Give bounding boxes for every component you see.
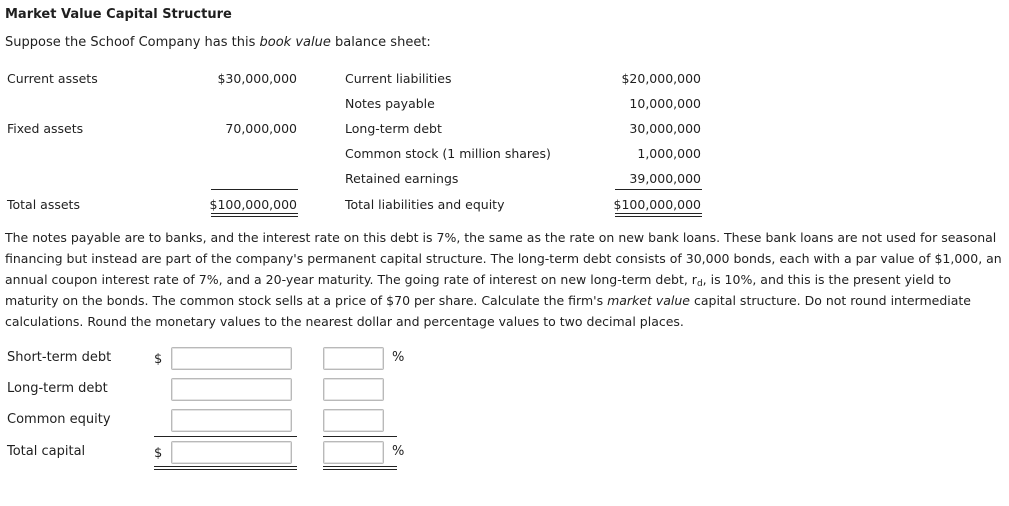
bs-right-value: 39,000,000 bbox=[629, 171, 701, 186]
answer-subtotal-rule-amount bbox=[154, 436, 297, 437]
answer-total-double-rule-percent bbox=[323, 466, 397, 470]
paragraph-emphasis: market value bbox=[607, 293, 691, 308]
total-capital-label: Total capital bbox=[7, 444, 86, 459]
bs-right-label: Common stock (1 million shares) bbox=[345, 146, 551, 161]
paragraph-part1: The notes payable are to banks, and the interest rate on this debt is 7%, the same as the rate on new bank loans. These bank loans are not used for seasonal financing but instead are part of the company's permanent capital structure. The long-term debt consists of 30,000 bonds, each with a par value of $1,000, an annual coupon interest rate of 7%, and a 20-year maturity. The going rate of interest on new long-term debt, r bbox=[5, 230, 1002, 287]
intro-post: balance sheet: bbox=[330, 35, 431, 50]
long-term-debt-label: Long-term debt bbox=[7, 381, 108, 396]
total-liabilities-value: $100,000,000 bbox=[613, 197, 701, 212]
total-assets-label: Total assets bbox=[7, 197, 80, 212]
percent-sign: % bbox=[392, 444, 405, 459]
short-term-debt-amount-input[interactable] bbox=[171, 347, 292, 370]
total-capital-amount-input[interactable] bbox=[171, 441, 292, 464]
bs-left-label: Fixed assets bbox=[7, 121, 84, 136]
short-term-debt-percent-input[interactable] bbox=[323, 347, 384, 370]
paragraph-part3: capital structure. Do not round intermediate calculations. Round the monetary values to the nearest dollar and percentage values to two decimal places. bbox=[5, 293, 971, 329]
answer-total-double-rule-amount bbox=[154, 466, 297, 470]
bs-right-value: 10,000,000 bbox=[629, 96, 701, 111]
answer-subtotal-rule-percent bbox=[323, 436, 397, 437]
bs-right-value: 1,000,000 bbox=[637, 146, 701, 161]
long-term-debt-amount-input[interactable] bbox=[171, 378, 292, 401]
bs-right-value: 30,000,000 bbox=[629, 121, 701, 136]
dollar-sign: $ bbox=[154, 352, 163, 367]
short-term-debt-label: Short-term debt bbox=[7, 350, 112, 365]
dollar-sign: $ bbox=[154, 446, 163, 461]
problem-paragraph bbox=[5, 227, 1005, 332]
common-equity-amount-input[interactable] bbox=[171, 409, 292, 432]
bs-right-label: Current liabilities bbox=[345, 71, 452, 86]
total-liabilities-label: Total liabilities and equity bbox=[345, 197, 505, 212]
subtotal-rule-left bbox=[211, 189, 298, 190]
intro-text bbox=[5, 35, 431, 50]
bs-left-value: 70,000,000 bbox=[225, 121, 297, 136]
intro-pre: Suppose the Schoof Company has this bbox=[5, 35, 260, 50]
paragraph-subscript: d bbox=[696, 279, 703, 289]
percent-sign: % bbox=[392, 350, 405, 365]
intro-emphasis: book value bbox=[259, 35, 331, 50]
bs-left-label: Current assets bbox=[7, 71, 98, 86]
common-equity-label: Common equity bbox=[7, 412, 111, 427]
bs-left-value: $30,000,000 bbox=[217, 71, 297, 86]
total-assets-value: $100,000,000 bbox=[209, 197, 297, 212]
bs-right-value: $20,000,000 bbox=[621, 71, 701, 86]
paragraph-part2: , is 10%, and this is the present yield to maturity on the bonds. The common stock sells at a price of $70 per share. Calculate the firm's bbox=[5, 272, 951, 308]
long-term-debt-percent-input[interactable] bbox=[323, 378, 384, 401]
common-equity-percent-input[interactable] bbox=[323, 409, 384, 432]
bs-right-label: Notes payable bbox=[345, 96, 435, 111]
total-capital-percent-input[interactable] bbox=[323, 441, 384, 464]
bs-right-label: Retained earnings bbox=[345, 171, 459, 186]
total-double-rule-right bbox=[615, 213, 702, 217]
problem-title: Market Value Capital Structure bbox=[5, 7, 232, 22]
bs-right-label: Long-term debt bbox=[345, 121, 442, 136]
total-double-rule-left bbox=[211, 213, 298, 217]
subtotal-rule-right bbox=[615, 189, 702, 190]
